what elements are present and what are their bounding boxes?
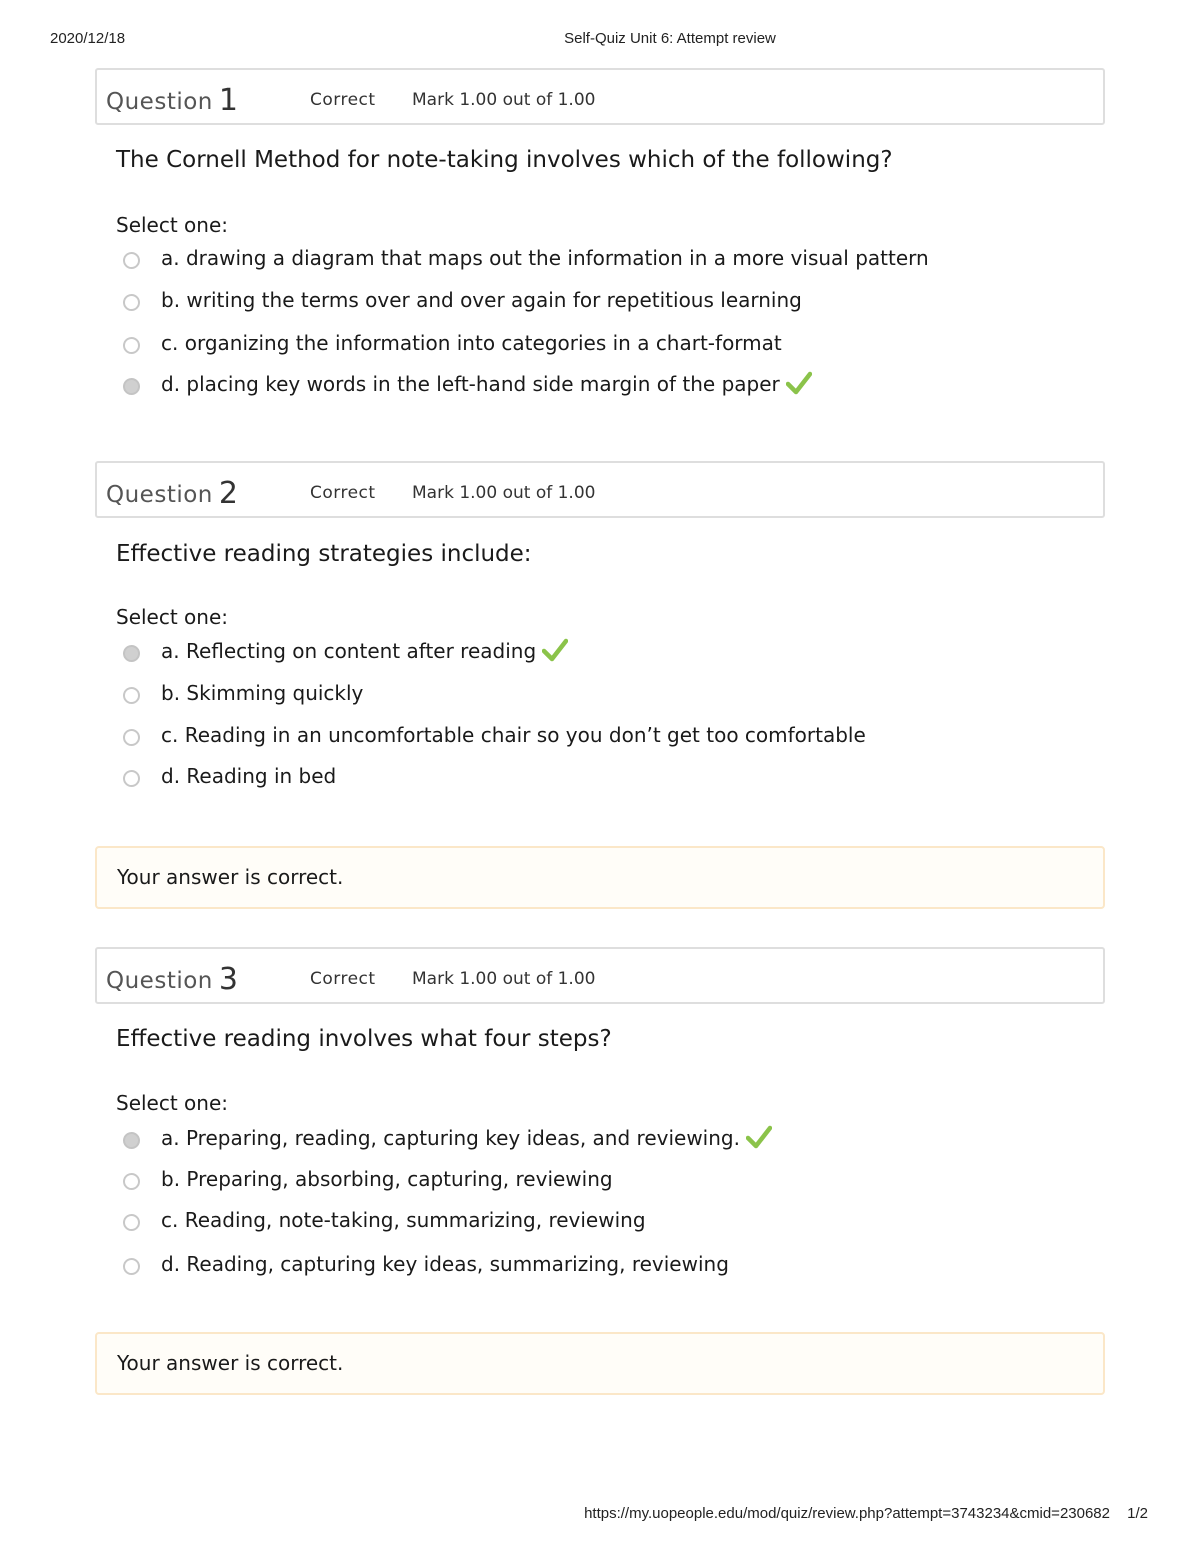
question-3-prompt: Select one:	[116, 1091, 229, 1115]
check-icon	[746, 1125, 772, 1149]
question-grade: Mark 1.00 out of 1.00	[412, 969, 596, 989]
option-label: c. Reading in an uncomfortable chair so you don’t get too comfortable	[161, 723, 866, 747]
question-1-text: The Cornell Method for note-taking involves which of the following?	[116, 147, 893, 173]
question-2-info	[95, 461, 1105, 518]
question-state: Correct	[310, 969, 376, 989]
option-label: b. Preparing, absorbing, capturing, reviewing	[161, 1167, 613, 1191]
question-1-prompt: Select one:	[116, 213, 229, 237]
print-date: 2020/12/18	[50, 30, 126, 47]
radio-button[interactable]	[123, 770, 140, 787]
question-state: Correct	[310, 90, 376, 110]
print-url: https://my.uopeople.edu/mod/quiz/review.php?attempt=3743234&cmid=230682	[584, 1505, 1110, 1522]
option-label: d. Reading in bed	[161, 764, 337, 788]
print-header	[0, 30, 1200, 50]
question-label: Question 2	[106, 476, 239, 511]
option-label: d. Reading, capturing key ideas, summarizing, reviewing	[161, 1252, 729, 1276]
option-label: b. writing the terms over and over again for repetitious learning	[161, 288, 802, 312]
question-number: 3	[218, 962, 239, 997]
radio-button-selected[interactable]	[123, 1132, 140, 1149]
radio-button[interactable]	[123, 729, 140, 746]
radio-button[interactable]	[123, 1214, 140, 1231]
question-label: Question 1	[106, 83, 239, 118]
print-title: Self-Quiz Unit 6: Attempt review	[564, 30, 776, 47]
question-number: 1	[218, 83, 239, 118]
question-number: 2	[218, 476, 239, 511]
question-grade: Mark 1.00 out of 1.00	[412, 483, 596, 503]
feedback-text: Your answer is correct.	[117, 1351, 344, 1375]
check-icon	[786, 371, 812, 395]
feedback-text: Your answer is correct.	[117, 865, 344, 889]
question-state: Correct	[310, 483, 376, 503]
question-3-text: Effective reading involves what four steps?	[116, 1026, 612, 1052]
option-label: b. Skimming quickly	[161, 681, 364, 705]
radio-button[interactable]	[123, 687, 140, 704]
radio-button[interactable]	[123, 252, 140, 269]
radio-button[interactable]	[123, 294, 140, 311]
question-label: Question 3	[106, 962, 239, 997]
print-page-number: 1/2	[1127, 1505, 1148, 1522]
question-2-prompt: Select one:	[116, 605, 229, 629]
option-label: c. Reading, note-taking, summarizing, reviewing	[161, 1208, 646, 1232]
question-2-text: Effective reading strategies include:	[116, 541, 532, 567]
question-3-info	[95, 947, 1105, 1004]
radio-button[interactable]	[123, 1173, 140, 1190]
question-grade: Mark 1.00 out of 1.00	[412, 90, 596, 110]
question-1-info	[95, 68, 1105, 125]
question-2-feedback	[95, 846, 1105, 909]
question-3-feedback	[95, 1332, 1105, 1395]
check-icon	[542, 638, 568, 662]
option-label: a. drawing a diagram that maps out the information in a more visual pattern	[161, 246, 929, 270]
option-label: a. Preparing, reading, capturing key ideas, and reviewing.	[161, 1126, 740, 1150]
option-label: d. placing key words in the left-hand side margin of the paper	[161, 372, 780, 396]
option-label: a. Reflecting on content after reading	[161, 639, 537, 663]
radio-button-selected[interactable]	[123, 378, 140, 395]
option-label: c. organizing the information into categories in a chart-format	[161, 331, 782, 355]
radio-button[interactable]	[123, 1258, 140, 1275]
radio-button-selected[interactable]	[123, 645, 140, 662]
radio-button[interactable]	[123, 337, 140, 354]
